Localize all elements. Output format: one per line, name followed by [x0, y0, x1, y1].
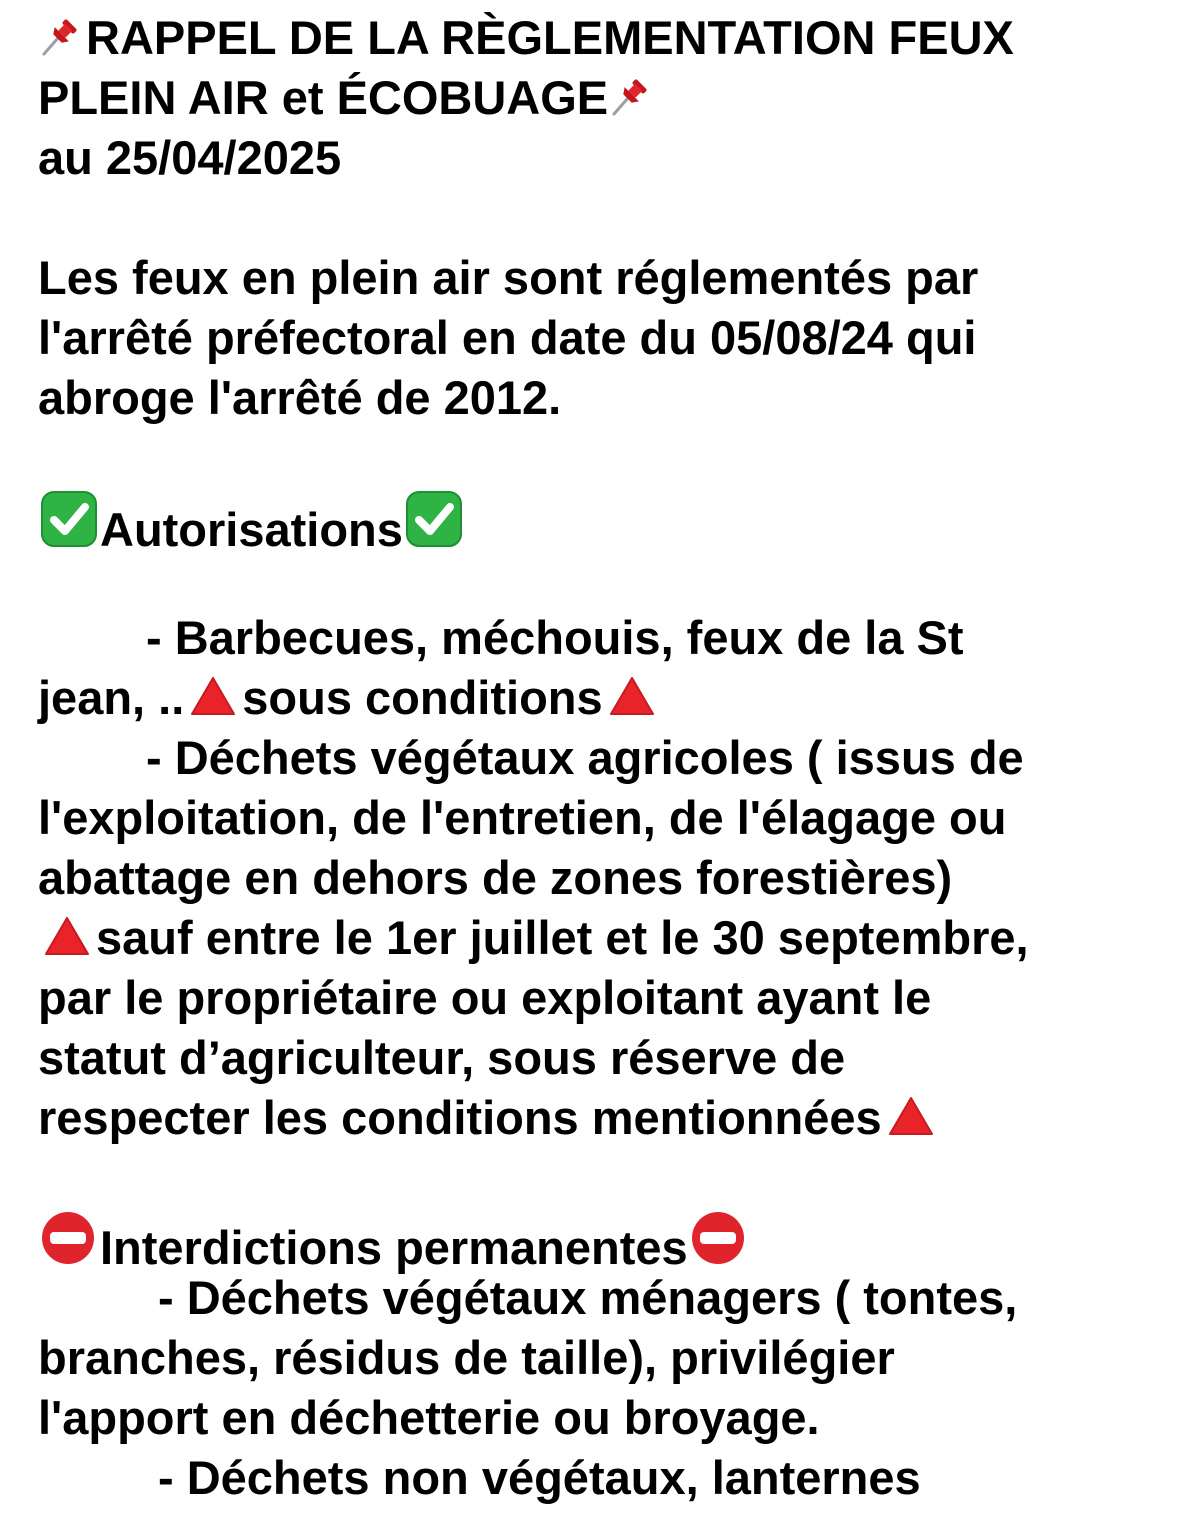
auth-item2-line-5: par le propriétaire ou exploitant ayant le	[38, 971, 932, 1024]
red-triangle-icon	[38, 914, 96, 958]
red-triangle-icon	[603, 674, 661, 718]
title-date: au 25/04/2025	[38, 131, 342, 184]
red-triangle-icon	[184, 674, 242, 718]
auth-item1-line-1: - Barbecues, méchouis, feux de la St	[146, 611, 964, 664]
prohib-item1-line-3: l'apport en déchetterie ou broyage.	[38, 1391, 820, 1444]
intro-line-2: l'arrêté préfectoral en date du 05/08/24 qui	[38, 311, 977, 364]
authorizations-heading	[38, 488, 1141, 556]
title-line-2	[38, 68, 1141, 128]
no-entry-icon	[38, 1208, 100, 1268]
check-mark-icon	[38, 488, 100, 550]
pushpin-icon	[38, 12, 86, 58]
intro-line-3: abroge l'arrêté de 2012.	[38, 371, 562, 424]
auth-item2-text-7: respecter les conditions mentionnées	[38, 1091, 882, 1144]
check-mark-icon	[403, 488, 465, 550]
red-triangle-icon	[882, 1094, 940, 1138]
prohib-item1-line-1: - Déchets végétaux ménagers ( tontes,	[158, 1271, 1018, 1324]
pushpin-icon	[608, 72, 656, 118]
auth-item2-line-3: abattage en dehors de zones forestières)	[38, 851, 953, 904]
auth-item1-line-2	[38, 668, 1141, 728]
intro-line-1: Les feux en plein air sont réglementés par	[38, 251, 979, 304]
prohib-item2-line-1: - Déchets non végétaux, lanternes	[158, 1451, 921, 1504]
auth-item2-line-6: statut d’agriculteur, sous réserve de	[38, 1031, 846, 1084]
prohib-item1-line-2: branches, résidus de taille), privilégier	[38, 1331, 895, 1384]
title-text-1: RAPPEL DE LA RÈGLEMENTATION FEUX	[86, 11, 1014, 64]
no-entry-icon	[688, 1208, 750, 1268]
prohibitions-heading	[38, 1208, 1141, 1274]
auth-item1-text-b: sous conditions	[242, 671, 603, 724]
auth-item1-text-a: jean, ..	[38, 671, 185, 724]
auth-item2-line-4	[38, 908, 1141, 968]
prohibitions-heading-text: Interdictions permanentes	[100, 1221, 688, 1274]
auth-item2-line-7	[38, 1088, 1141, 1148]
title-line-1	[38, 8, 1141, 68]
title-text-2: PLEIN AIR et ÉCOBUAGE	[38, 71, 609, 124]
auth-item2-line-2: l'exploitation, de l'entretien, de l'élagage ou	[38, 791, 1007, 844]
authorizations-heading-text: Autorisations	[100, 503, 403, 556]
auth-item2-line-1: - Déchets végétaux agricoles ( issus de	[146, 731, 1024, 784]
auth-item2-text-4: sauf entre le 1er juillet et le 30 septembre,	[96, 911, 1029, 964]
